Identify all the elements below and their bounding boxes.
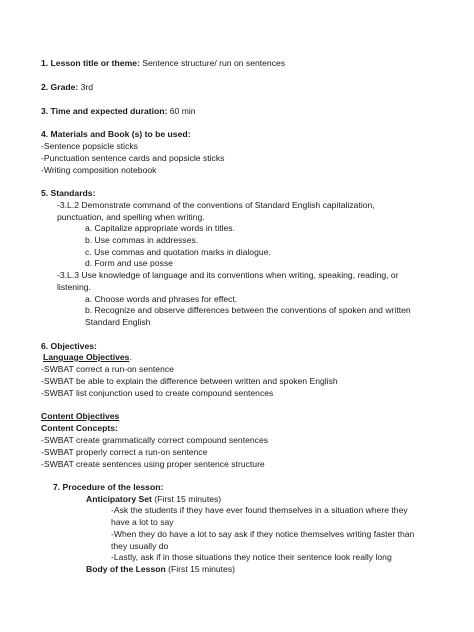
procedure-step: have a lot to say [111,517,174,527]
body-of-lesson-label: Body of the Lesson [86,564,166,574]
standard-text: -3.L.2 Demonstrate command of the conventions of Standard English capitalization, [57,200,375,210]
material-item: -Writing composition notebook [41,165,157,175]
section-3 [41,106,196,117]
section-4-label: 4. Materials and Book (s) to be used: [41,129,191,139]
section-3-label: 3. Time and expected duration: [41,106,168,116]
anticipatory-set-label: Anticipatory Set [86,494,152,504]
standard-text: -3.L.3 Use knowledge of language and its conventions when writing, speaking, reading, or [57,270,399,280]
standard-subitem: d. Form and use posse [85,258,173,268]
anticipatory-set [86,494,221,505]
section-2-label: 2. Grade: [41,82,79,92]
objective-item: -SWBAT list conjunction used to create compound sentences [41,388,274,398]
section-1-label: 1. Lesson title or theme: [41,58,140,68]
procedure-step: -Lastly, ask if in those situations they notice their sentence look really long [111,552,392,562]
section-3-value: 60 min [167,106,196,116]
objective-item: -SWBAT properly correct a run-on sentence [41,447,208,457]
objective-item: -SWBAT be able to explain the difference between written and spoken English [41,376,338,386]
procedure-step: -Ask the students if they have ever found themselves in a situation where they [111,505,408,515]
content-objectives-heading: Content Objectives [41,411,120,421]
objective-item: -SWBAT create sentences using proper sentence structure [41,459,265,469]
section-6-label: 6. Objectives: [41,341,97,351]
material-item: -Punctuation sentence cards and popsicle sticks [41,153,225,163]
standard-subitem: b. Use commas in addresses. [85,235,199,245]
standard-text: punctuation, and spelling when writing. [57,212,205,222]
standard-subitem: b. Recognize and observe differences between the conventions of spoken and written [85,305,411,315]
procedure-step: -When they do have a lot to say ask if they notice themselves writing faster than [111,529,415,539]
section-1-value: Sentence structure/ run on sentences [139,58,286,68]
section-7-label: 7. Procedure of the lesson: [53,482,164,492]
section-5-label: 5. Standards: [41,188,96,198]
standard-text: listening. [57,282,91,292]
section-1 [41,58,285,69]
language-objectives-heading: Language Objectives [43,352,130,362]
language-objectives: Language Objectives. [43,352,132,362]
content-concepts-heading: Content Concepts: [41,423,118,433]
section-2-value: 3rd [78,82,94,92]
objective-item: -SWBAT correct a run-on sentence [41,364,174,374]
objective-item: -SWBAT create grammatically correct compound sentences [41,435,269,445]
body-of-lesson-time: (First 15 minutes) [165,564,235,574]
standard-subitem: Standard English [85,317,151,327]
standard-subitem: a. Capitalize appropriate words in titles. [85,223,235,233]
anticipatory-set-time: (First 15 minutes) [151,494,222,504]
procedure-step: they usually do [111,541,169,551]
standard-subitem: c. Use commas and quotation marks in dialogue. [85,247,271,257]
section-2 [41,82,93,93]
material-item: -Sentence popsicle sticks [41,141,138,151]
standard-subitem: a. Choose words and phrases for effect. [85,294,238,304]
body-of-lesson [86,564,235,575]
